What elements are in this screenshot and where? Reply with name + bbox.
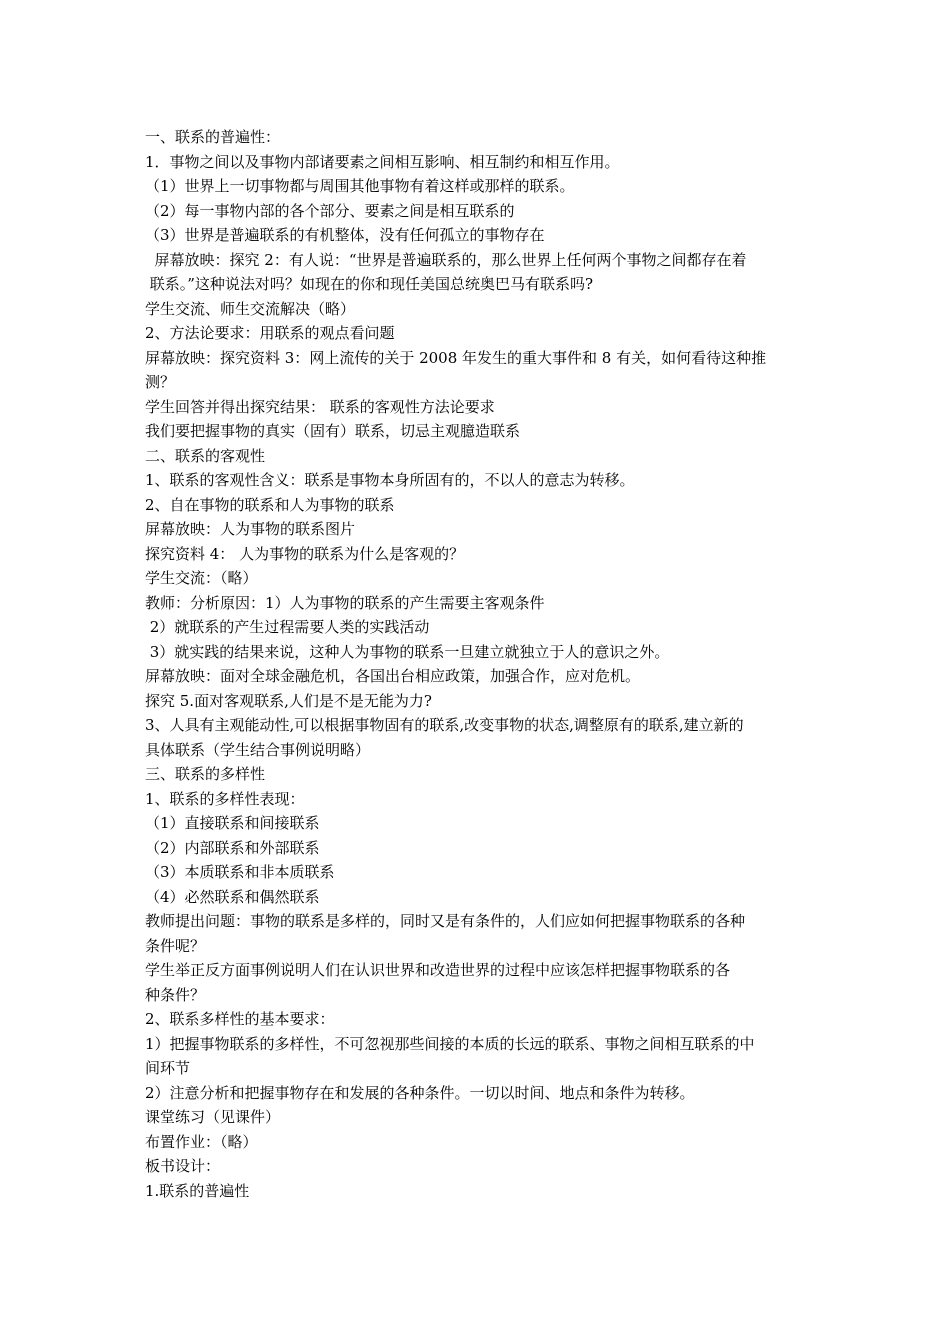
text-line: 板书设计： [145,1157,221,1175]
text-line: 屏幕放映：人为事物的联系图片 [145,520,356,538]
list-item: （3）本质联系和非本质联系 [145,863,335,881]
text-line: 学生回答并得出探究结果： 联系的客观性方法论要求 [145,397,495,416]
document-body [145,125,810,1203]
list-item: （1）世界上一切事物都与周围其他事物有着这样或那样的联系。 [145,177,575,195]
text-line: 测？ [145,373,176,391]
text-line: 我们要把握事物的真实（固有）联系，切忌主观臆造联系 [145,422,521,440]
text-line: 3、人具有主观能动性,可以根据事物固有的联系,改变事物的状态,调整原有的联系,建立新的 [145,716,744,734]
section-heading-diversity: 三、联系的多样性 [145,765,266,783]
text-line: 2、方法论要求：用联系的观点看问题 [145,324,395,342]
list-item: 2）就联系的产生过程需要人类的实践活动 [145,618,430,636]
text-line: 间环节 [145,1059,191,1077]
text-line: 学生交流：（略） [145,569,258,587]
text-line: 联系。”这种说法对吗？如现在的你和现任美国总统奥巴马有联系吗? [145,275,593,293]
list-item: （4）必然联系和偶然联系 [145,887,320,906]
text-line: 屏幕放映：探究资料 3：网上流传的关于 2008 年发生的重大事件和 8 有关，如何看待这种推 [145,348,767,367]
list-item: （2）每一事物内部的各个部分、要素之间是相互联系的 [145,201,515,220]
text-line: 2、自在事物的联系和人为事物的联系 [145,495,395,514]
text-line: 1．事物之间以及事物内部诸要素之间相互影响、相互制约和相互作用。 [145,152,620,171]
text-line: 探究 5.面对客观联系,人们是不是无能为力? [145,691,432,710]
text-line: 具体联系（学生结合事例说明略） [145,740,371,759]
text-line: 1、联系的多样性表现： [145,789,305,808]
text-line: 1.联系的普遍性 [145,1181,250,1200]
text-line: 条件呢？ [145,936,206,955]
text-line: 教师提出问题：事物的联系是多样的，同时又是有条件的，人们应如何把握事物联系的各种 [145,912,746,930]
section-heading-universality: 一、联系的普遍性： [145,128,281,146]
text-line: 教师：分析原因：1）人为事物的联系的产生需要主客观条件 [145,593,545,612]
text-line: 屏幕放映：面对全球金融危机，各国出台相应政策，加强合作，应对危机。 [145,667,641,685]
text-line: 1）把握事物联系的多样性，不可忽视那些间接的本质的长远的联系、事物之间相互联系的中 [145,1034,755,1053]
section-heading-objectivity: 二、联系的客观性 [145,446,266,465]
text-line: 2）注意分析和把握事物存在和发展的各种条件。一切以时间、地点和条件为转移。 [145,1083,695,1102]
text-line: 探究资料 4： 人为事物的联系为什么是客观的？ [145,544,465,563]
text-line: 2、联系多样性的基本要求： [145,1010,335,1028]
list-item: （2）内部联系和外部联系 [145,838,320,857]
text-line: 屏幕放映：探究 2：有人说：“世界是普遍联系的，那么世界上任何两个事物之间都存在着 [145,250,747,269]
text-line: 学生举正反方面事例说明人们在认识世界和改造世界的过程中应该怎样把握事物联系的各 [145,961,731,979]
text-line: 学生交流、师生交流解决（略） [145,299,356,318]
text-line: 布置作业：（略） [145,1132,258,1151]
list-item: 3）就实践的结果来说，这种人为事物的联系一旦建立就独立于人的意识之外。 [145,642,670,661]
text-line: 1、联系的客观性含义：联系是事物本身所固有的，不以人的意志为转移。 [145,471,635,489]
list-item: （1）直接联系和间接联系 [145,814,320,832]
text-line: 种条件？ [145,985,206,1004]
text-line: 课堂练习（见课件） [145,1108,281,1126]
list-item: （3）世界是普遍联系的有机整体，没有任何孤立的事物存在 [145,226,545,244]
